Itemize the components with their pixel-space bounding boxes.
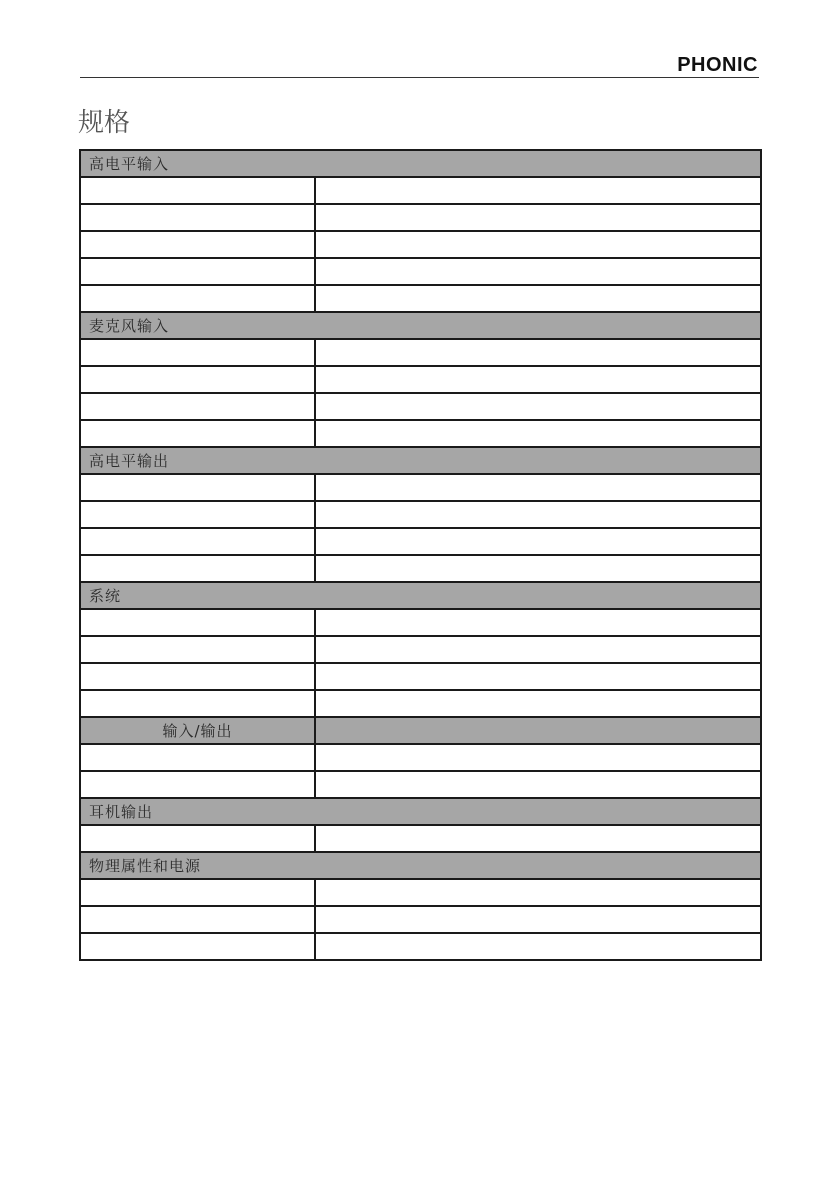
specifications-table [79, 149, 762, 961]
spec-label-cell [80, 285, 315, 312]
table-row [80, 501, 761, 528]
spec-value-cell [315, 204, 761, 231]
section-header-line-level-input [80, 150, 761, 177]
spec-value-cell [315, 393, 761, 420]
spec-label-cell [80, 258, 315, 285]
spec-value-cell [315, 636, 761, 663]
spec-label-cell [80, 906, 315, 933]
spec-value-cell [315, 339, 761, 366]
spec-value-cell [315, 771, 761, 798]
spec-label-cell [80, 420, 315, 447]
table-row [80, 636, 761, 663]
spec-label-cell [80, 690, 315, 717]
table-row [80, 609, 761, 636]
spec-label-cell [80, 933, 315, 960]
spec-label-cell [80, 366, 315, 393]
spec-value-cell [315, 555, 761, 582]
spec-label-cell [80, 204, 315, 231]
table-row [80, 690, 761, 717]
section-header-headphone-output [80, 798, 761, 825]
spec-value-cell [315, 879, 761, 906]
spec-value-cell [315, 501, 761, 528]
table-row [80, 393, 761, 420]
spec-label-cell [80, 744, 315, 771]
table-row [80, 879, 761, 906]
section-title: 物理属性和电源 [80, 852, 761, 879]
table-row [80, 285, 761, 312]
spec-label-cell [80, 231, 315, 258]
spec-label-cell [80, 474, 315, 501]
spec-label-cell [80, 177, 315, 204]
page-title: 规格 [78, 108, 131, 138]
section-title: 耳机输出 [80, 798, 761, 825]
header-divider [80, 77, 759, 78]
section-title: 麦克风输入 [80, 312, 761, 339]
spec-value-cell [315, 906, 761, 933]
table-row [80, 771, 761, 798]
spec-label-cell [80, 501, 315, 528]
table-row [80, 204, 761, 231]
spec-label-cell [80, 339, 315, 366]
table-row [80, 420, 761, 447]
spec-value-cell [315, 177, 761, 204]
table-row [80, 663, 761, 690]
table-row [80, 933, 761, 960]
table-row [80, 258, 761, 285]
spec-label-cell [80, 771, 315, 798]
spec-value-cell [315, 690, 761, 717]
section-title: 输入/输出 [80, 717, 315, 744]
spec-label-cell [80, 393, 315, 420]
brand-logo: PHONIC [677, 54, 758, 76]
section-title: 高电平输入 [80, 150, 761, 177]
table-row [80, 339, 761, 366]
spec-label-cell [80, 825, 315, 852]
spec-value-cell [315, 825, 761, 852]
table-row [80, 177, 761, 204]
spec-value-cell [315, 231, 761, 258]
table-row [80, 366, 761, 393]
spec-label-cell [80, 555, 315, 582]
spec-value-cell [315, 609, 761, 636]
spec-value-cell [315, 933, 761, 960]
table-row [80, 231, 761, 258]
table-row [80, 555, 761, 582]
spec-label-cell [80, 609, 315, 636]
table-row [80, 825, 761, 852]
spec-value-cell [315, 366, 761, 393]
table-row [80, 906, 761, 933]
spec-value-cell [315, 528, 761, 555]
table-row [80, 528, 761, 555]
section-header-system [80, 582, 761, 609]
section-header-input-output [80, 717, 761, 744]
spec-value-cell [315, 474, 761, 501]
spec-value-cell [315, 663, 761, 690]
spec-value-cell [315, 258, 761, 285]
spec-value-cell [315, 285, 761, 312]
spec-label-cell [80, 663, 315, 690]
spec-value-cell [315, 420, 761, 447]
section-header-line-level-output [80, 447, 761, 474]
section-header-mic-input [80, 312, 761, 339]
table-row [80, 744, 761, 771]
table-row [80, 474, 761, 501]
section-header-physical-power [80, 852, 761, 879]
section-title-blank [315, 717, 761, 744]
section-title: 高电平输出 [80, 447, 761, 474]
spec-label-cell [80, 528, 315, 555]
spec-value-cell [315, 744, 761, 771]
section-title: 系统 [80, 582, 761, 609]
spec-label-cell [80, 636, 315, 663]
spec-label-cell [80, 879, 315, 906]
